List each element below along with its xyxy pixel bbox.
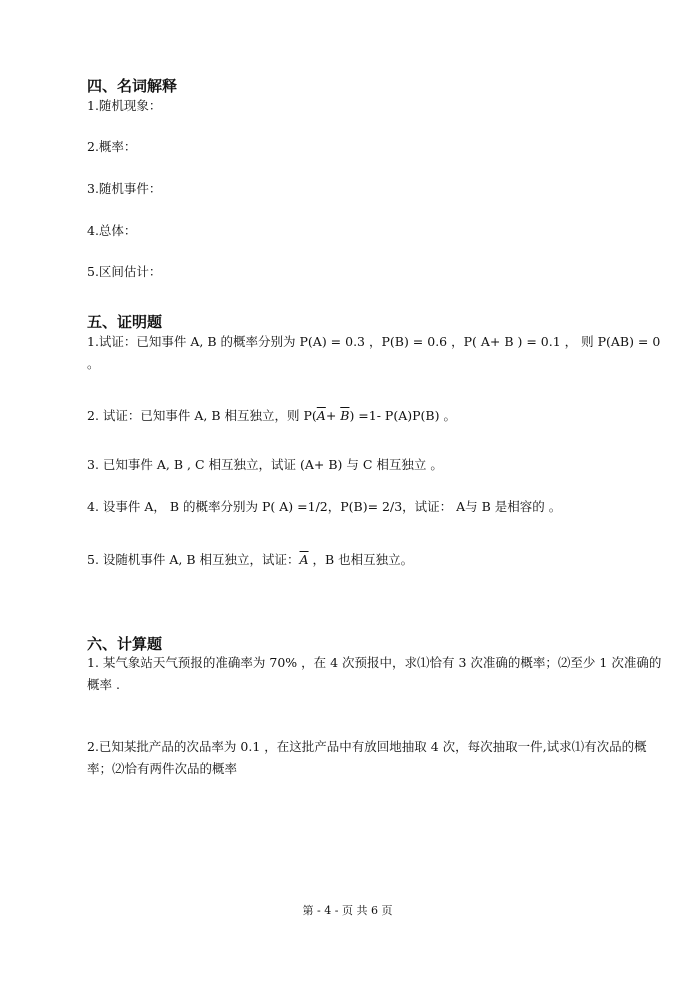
- proof-question-2: [87, 405, 667, 427]
- proof-q5-prefix: 5. 设随机事件 A, B 相互独立，试证：: [87, 552, 300, 567]
- proof-question-4: 4. 设事件 A， B 的概率分别为 P( A) =1/2，P(B)= 2/3，试证： A与 B 是相容的 。: [87, 499, 562, 514]
- term-item-1: 1.随机现象：: [87, 98, 162, 113]
- page-footer: 第 - 4 - 页 共 6 页: [302, 904, 393, 917]
- section-4-heading: 四、名词解释: [87, 77, 178, 95]
- complement-a: $\overline{A}$: [316, 408, 326, 423]
- calc-question-1: 1. 某气象站天气预报的准确率为 70% ，在 4 次预报中，求⑴恰有 3 次准确的概率；⑵至少 1 次准确的概率 .: [87, 655, 662, 692]
- complement-a-q5: $\overline{A}$: [299, 552, 309, 567]
- term-item-2: 2.概率：: [87, 139, 137, 154]
- proof-question-1: 1.试证：已知事件 A, B 的概率分别为 P(A) = 0.3 ，P(B) = 0.6 ，P( A+ B ) = 0.1 ， 则 P(AB) = 0 。: [87, 334, 661, 371]
- proof-q5-suffix: ，B 也相互独立。: [308, 552, 414, 567]
- term-item-5: 5.区间估计：: [87, 264, 162, 279]
- section-6-heading: 六、计算题: [87, 635, 163, 653]
- term-item-4: 4.总体：: [87, 223, 137, 238]
- term-item-3: 3.随机事件：: [87, 181, 162, 196]
- calc-question-2: 2.已知某批产品的次品率为 0.1 ，在这批产品中有放回地抽取 4 次，每次抽取一件,试求⑴有次品的概率；⑵恰有两件次品的概率: [87, 739, 647, 776]
- complement-b: $\overline{B}$: [340, 408, 350, 423]
- proof-q2-suffix: ) =1- P(A)P(B) 。: [349, 408, 456, 423]
- proof-q2-plus: +: [325, 408, 341, 423]
- proof-question-3: 3. 已知事件 A, B , C 相互独立，试证 (A+ B) 与 C 相互独立 。: [87, 457, 443, 472]
- section-5-heading: 五、证明题: [87, 313, 163, 331]
- proof-q2-prefix: 2. 试证：已知事件 A, B 相互独立，则 P(: [87, 408, 317, 423]
- proof-question-5: [87, 549, 667, 571]
